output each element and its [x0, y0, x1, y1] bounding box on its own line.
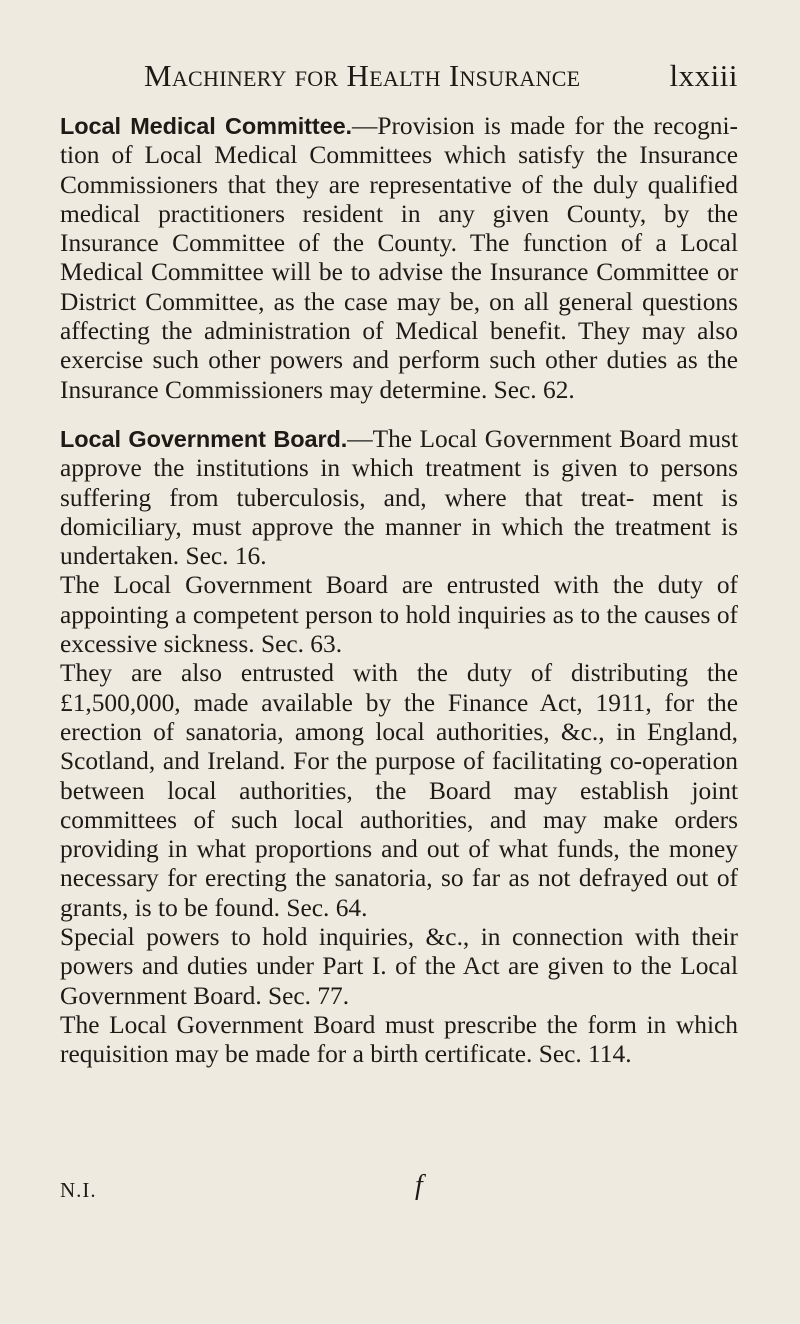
section-heading-local-government-board: Local Government Board.: [60, 425, 348, 452]
paragraph-text: —The Local Government Board must approve the institutions in which treatment is given to persons suffering from tuberculosis, and, where that treat- ment is domiciliary, must approve the manner in which the treatment is undertaken. Sec. 16.: [60, 424, 738, 571]
body-text: [60, 112, 738, 1070]
page-number: lxxiii: [669, 58, 738, 93]
gathering-mark: f: [415, 1170, 423, 1201]
paragraph-sanatoria-funding: They are also entrusted with the duty of distributing the £1,500,000, made available by the Finance Act, 1911, for the erection of sanatoria, among local authorities, &c., in England, Scotland, and Ireland. For the purpose of facilitating co-operation between local authorities, the Board may establish joint committees of such local authorities, and may make orders providing in what proportions and out of what funds, the money necessary for erecting the sanatoria, so far as not defrayed out of grants, is to be found. Sec. 64.: [60, 659, 738, 922]
paragraph-text: —Provision is made for the recogni- tion of Local Medical Committees which satisfy the Insurance Commissioners that they are representative of the duly qualified medical practitioners resident in any given County, by the Insurance Committee of the County. The function of a Local Medical Committee will be to advise the Insurance Committee or District Committee, as the case may be, on all general questions affecting the administration of Medical benefit. They may also exercise such other powers and perform such other duties as the Insurance Commissioners may determine. Sec. 62.: [60, 112, 738, 404]
paragraph-special-powers: Special powers to hold inquiries, &c., in connection with their powers and duties under Part I. of the Act are given to the Local Government Board. Sec. 77.: [60, 923, 738, 1010]
paragraph-local-medical-committee: [60, 112, 738, 405]
running-head: [60, 58, 738, 98]
paragraph-local-government-board: [60, 425, 738, 571]
signature-mark: N.I.: [60, 1178, 97, 1202]
paragraph-birth-certificate: The Local Government Board must prescribe the form in which requisition may be made for a birth certificate. Sec. 114.: [60, 1010, 738, 1069]
section-heading-local-medical-committee: Local Medical Committee.: [60, 113, 352, 139]
paragraph-inquiries-sickness: The Local Government Board are entrusted with the duty of appointing a competent person to hold inquiries as to the causes of excessive sickness. Sec. 63.: [60, 571, 738, 659]
running-head-title: Machinery for Health Insurance: [144, 58, 581, 93]
